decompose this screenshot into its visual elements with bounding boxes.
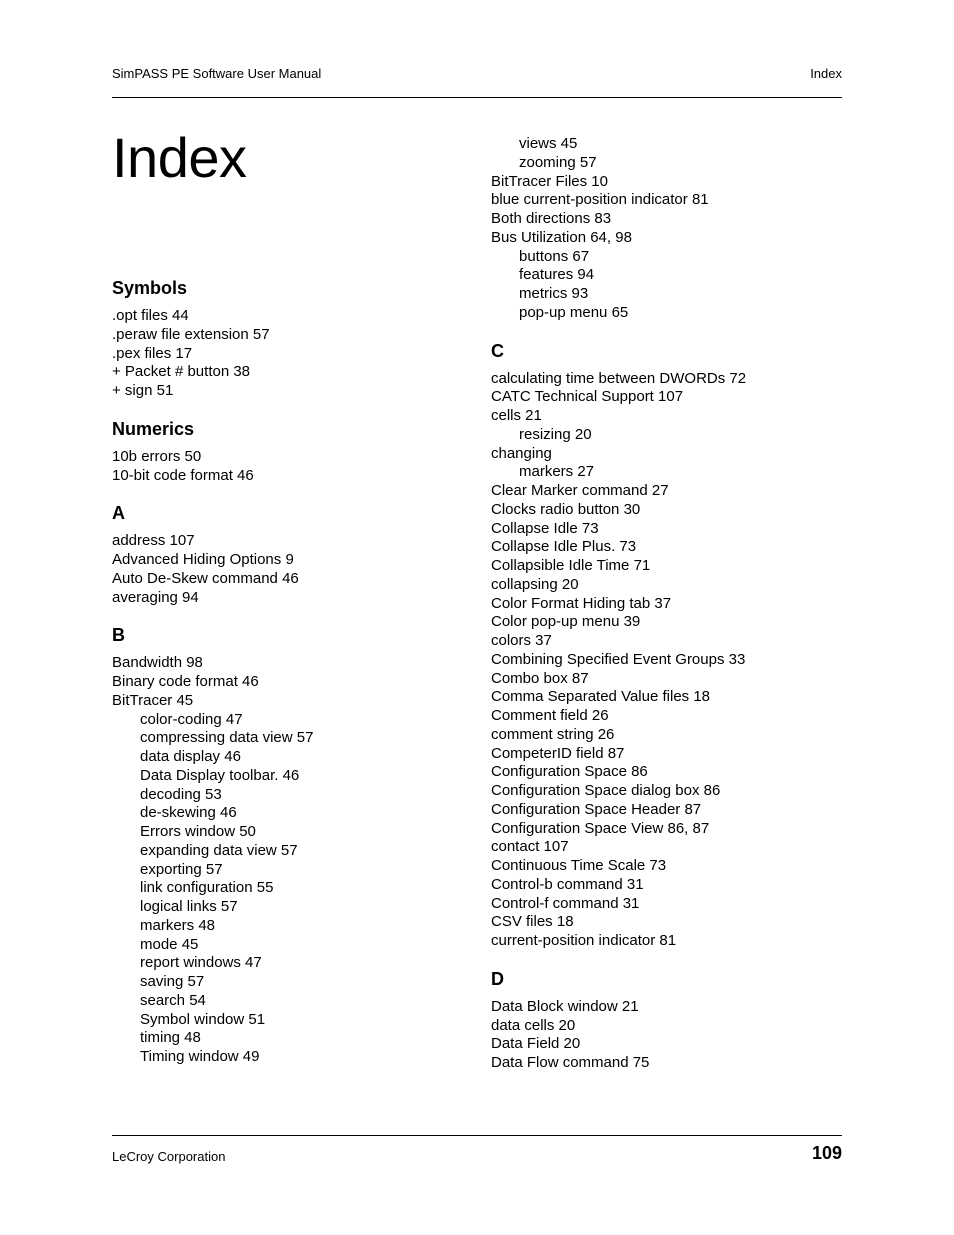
index-entry: 10-bit code format 46 <box>112 466 254 484</box>
index-subentry: zooming 57 <box>519 153 597 171</box>
index-entry: CATC Technical Support 107 <box>491 388 684 406</box>
document-title: SimPASS PE Software User Manual <box>112 66 322 81</box>
index-group <box>491 340 851 951</box>
index-subentry: expanding data view 57 <box>140 841 298 859</box>
index-entry: Control-b command 31 <box>491 875 644 893</box>
index-entry: Control-f command 31 <box>491 894 640 912</box>
index-letter-heading: A <box>112 503 125 524</box>
index-subentry: pop-up menu 65 <box>519 303 629 321</box>
company-name: LeCroy Corporation <box>112 1149 226 1164</box>
index-group <box>112 277 472 401</box>
index-subentry: markers 27 <box>519 463 595 481</box>
index-subentry: Symbol window 51 <box>140 1010 266 1028</box>
index-entry: Auto De-Skew command 46 <box>112 569 299 587</box>
index-subentry: report windows 47 <box>140 954 262 972</box>
index-subentry: de-skewing 46 <box>140 804 237 822</box>
index-entry: Configuration Space 86 <box>491 763 648 781</box>
index-subentry: compressing data view 57 <box>140 729 314 747</box>
index-entry: colors 37 <box>491 632 552 649</box>
index-column-left <box>112 277 472 1084</box>
index-entry: Both directions 83 <box>491 210 612 227</box>
index-entry: current-position indicator 81 <box>491 932 677 949</box>
index-entry: Clocks radio button 30 <box>491 500 641 518</box>
index-entry: Continuous Time Scale 73 <box>491 857 667 874</box>
index-entry: Collapse Idle 73 <box>491 519 599 537</box>
index-subentry: color-coding 47 <box>140 710 243 728</box>
index-subentry: resizing 20 <box>519 425 592 443</box>
index-entry: Data Field 20 <box>491 1035 581 1053</box>
index-entry: Color Format Hiding tab 37 <box>491 594 672 612</box>
index-subentry: views 45 <box>519 135 578 152</box>
index-entry: address 107 <box>112 532 195 550</box>
index-group <box>112 624 472 1067</box>
index-group <box>112 502 472 607</box>
index-entry: Bandwidth 98 <box>112 654 203 672</box>
index-group <box>491 968 851 1073</box>
index-subentry: timing 48 <box>140 1029 201 1047</box>
index-entry: .peraw file extension 57 <box>112 325 270 343</box>
header-divider <box>112 97 842 98</box>
index-entry: Comment field 26 <box>491 707 609 724</box>
index-subentry: exporting 57 <box>140 860 223 878</box>
page-footer <box>112 1143 842 1167</box>
index-entry: Combining Specified Event Groups 33 <box>491 650 746 668</box>
index-entry: contact 107 <box>491 838 569 856</box>
index-letter-heading: Symbols <box>112 278 188 298</box>
index-entry: Binary code format 46 <box>112 673 259 690</box>
section-name: Index <box>810 66 842 81</box>
index-entry: Bus Utilization 64, 98 <box>491 228 632 246</box>
index-letter-heading: C <box>491 340 504 361</box>
index-entry: + sign 51 <box>112 382 174 399</box>
index-letter-heading: B <box>112 625 125 646</box>
index-entry: BitTracer 45 <box>112 691 194 709</box>
index-group <box>491 135 851 323</box>
index-letter-heading: D <box>491 968 504 989</box>
index-letter-heading: Numerics <box>112 418 195 439</box>
index-subentry: decoding 53 <box>140 785 222 803</box>
index-entry: BitTracer Files 10 <box>491 172 608 190</box>
index-entry: Color pop-up menu 39 <box>491 613 641 631</box>
index-entry: + Packet # button 38 <box>112 363 251 381</box>
index-subentry: Errors window 50 <box>140 823 256 840</box>
index-subentry: mode 45 <box>140 935 199 953</box>
page-number: 109 <box>811 1143 842 1163</box>
index-entry: Collapse Idle Plus. 73 <box>491 538 637 556</box>
index-subentry: markers 48 <box>140 916 216 934</box>
index-entry: Clear Marker command 27 <box>491 482 669 499</box>
index-entry: Collapsible Idle Time 71 <box>491 557 651 574</box>
index-group <box>112 418 472 486</box>
index-subentry: logical links 57 <box>140 898 238 915</box>
index-entry: Comma Separated Value files 18 <box>491 688 711 706</box>
index-entry: Data Block window 21 <box>491 997 639 1015</box>
index-entry: averaging 94 <box>112 588 199 606</box>
index-entry: collapsing 20 <box>491 575 579 593</box>
index-subentry: data display 46 <box>140 748 241 765</box>
index-entry: .pex files 17 <box>112 344 193 362</box>
index-subentry: features 94 <box>519 266 595 284</box>
page-header <box>112 66 842 84</box>
index-entry: .opt files 44 <box>112 307 189 324</box>
index-entry: Combo box 87 <box>491 669 589 687</box>
index-subentry: buttons 67 <box>519 247 590 265</box>
index-entry: CompeterID field 87 <box>491 744 625 762</box>
index-entry: Configuration Space View 86, 87 <box>491 819 710 837</box>
page-title: Index <box>112 126 247 189</box>
index-column-right <box>491 135 851 1090</box>
index-subentry: Timing window 49 <box>140 1048 260 1065</box>
index-entry: Configuration Space Header 87 <box>491 800 702 818</box>
index-entry: blue current-position indicator 81 <box>491 191 709 209</box>
index-subentry: search 54 <box>140 991 206 1009</box>
index-entry: Data Flow command 75 <box>491 1054 650 1071</box>
index-subentry: saving 57 <box>140 973 205 990</box>
footer-divider <box>112 1135 842 1136</box>
index-subentry: link configuration 55 <box>140 879 274 897</box>
index-entry: comment string 26 <box>491 725 615 743</box>
index-entry: cells 21 <box>491 407 542 424</box>
index-subentry: Data Display toolbar. 46 <box>140 766 300 784</box>
index-entry: Advanced Hiding Options 9 <box>112 551 294 568</box>
index-subentry: metrics 93 <box>519 285 589 302</box>
index-entry: Configuration Space dialog box 86 <box>491 782 721 799</box>
index-entry: data cells 20 <box>491 1016 576 1034</box>
index-entry: 10b errors 50 <box>112 447 202 465</box>
index-entry: changing <box>491 444 552 462</box>
index-entry: calculating time between DWORDs 72 <box>491 369 747 387</box>
index-entry: CSV files 18 <box>491 913 574 931</box>
